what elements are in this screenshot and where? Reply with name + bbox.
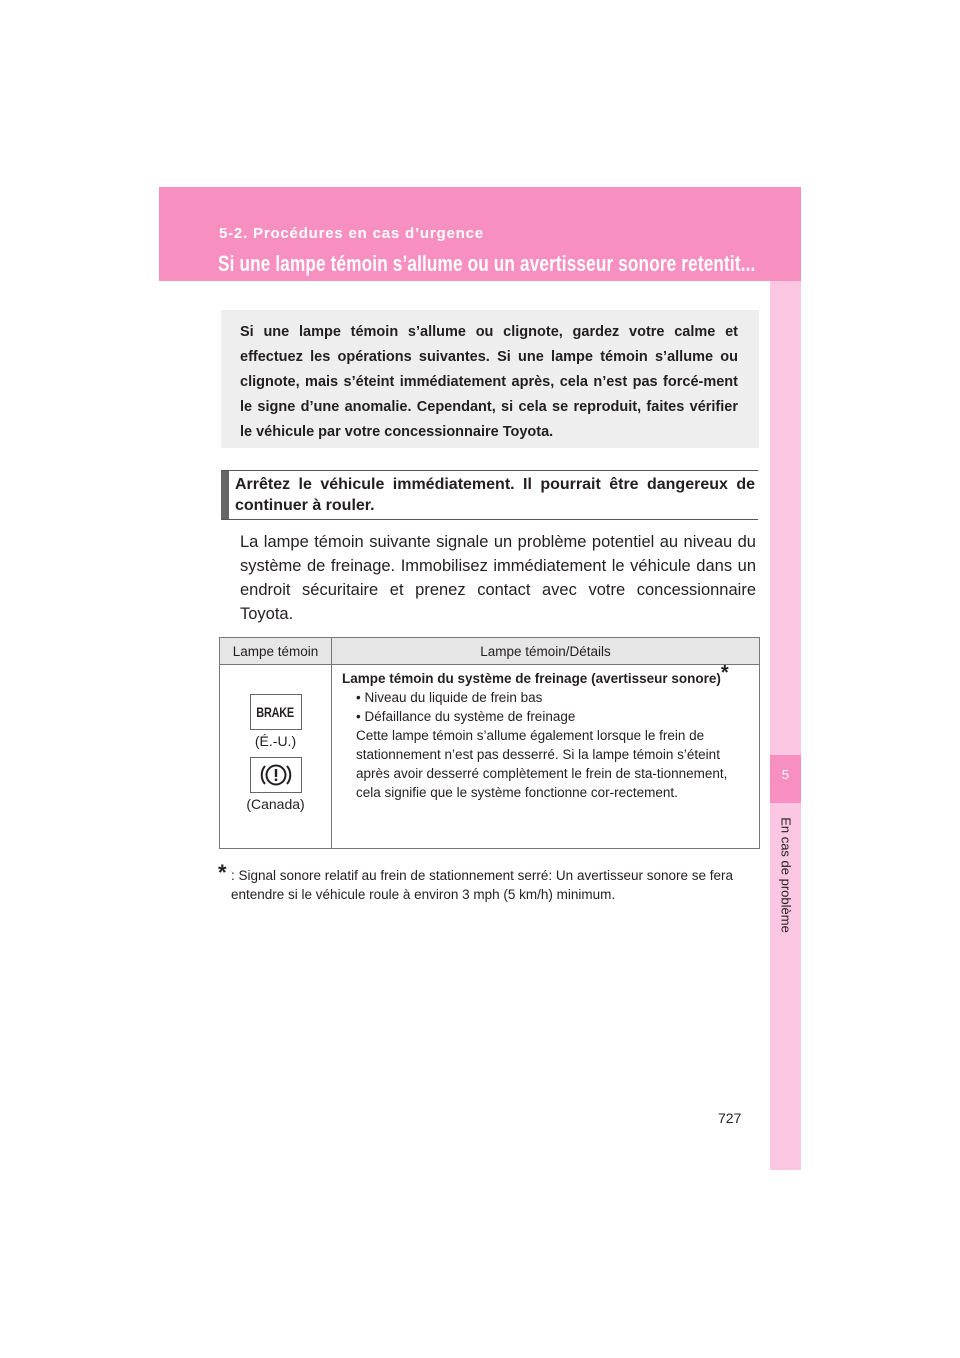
warning-lamp-table: [219, 637, 760, 849]
detail-bullet: • Défaillance du système de freinage: [356, 709, 576, 724]
table-row: [220, 665, 760, 849]
section-label: 5-2. Procédures en cas d’urgence: [219, 225, 484, 242]
chapter-side-strip: [770, 281, 801, 1170]
footnote-asterisk: *: [218, 860, 227, 885]
alert-box: [221, 470, 758, 520]
icon-cell: [220, 665, 332, 849]
circle-exclamation-icon: [250, 757, 302, 793]
region-label-canada: (Canada): [246, 796, 305, 812]
detail-title-text: Lampe témoin du système de freinage (avertisseur sonore): [342, 671, 721, 686]
alert-bar: [221, 471, 229, 519]
column-header-details: Lampe témoin/Détails: [332, 638, 760, 665]
body-paragraph: La lampe témoin suivante signale un problème potentiel au niveau du système de freinage. Immobilisez immédiatement le véhicule dans un endroit sécuritaire et prenez contact avec votre concessionnaire Toyota.: [240, 533, 756, 623]
asterisk-mark: *: [720, 662, 729, 684]
brake-warning-icon: [250, 694, 302, 730]
column-header-lamp: Lampe témoin: [220, 638, 332, 665]
detail-cell: [332, 662, 760, 849]
brake-icon-label: BRAKE: [256, 704, 295, 720]
chapter-number: 5: [781, 767, 790, 782]
page-title: Si une lampe témoin s’allume ou un avertisseur sonore retentit...: [218, 251, 756, 276]
alert-text: Arrêtez le véhicule immédiatement. Il pourrait être dangereux de continuer à rouler.: [235, 476, 755, 514]
table-header-row: [220, 638, 760, 665]
page-number: 727: [718, 1110, 742, 1126]
detail-description: Cette lampe témoin s’allume également lorsque le frein de stationnement n’est pas desserré. Si la lampe témoin s’éteint après avoir desserré complètement le frein de sta-tionnement, cela signifie que le système fonctionne cor-rectement.: [356, 728, 728, 800]
intro-box: [221, 310, 759, 448]
footnote-text: : Signal sonore relatif au frein de stationnement serré: Un avertisseur sonore se fera entendre si le véhicule roule à environ 3 mph (5 km/h) minimum.: [231, 868, 734, 902]
intro-text: Si une lampe témoin s’allume ou clignote, gardez votre calme et effectuez les opérations suivantes. Si une lampe témoin s’allume ou clignote, mais s’éteint immédiatement après, cela n’est pas forcé-ment le signe d’une anomalie. Cependant, si cela se reproduit, faites vérifier le véhicule par votre concessionnaire Toyota.: [240, 324, 738, 440]
region-label-us: (É.-U.): [254, 733, 297, 749]
detail-bullet: • Niveau du liquide de frein bas: [356, 690, 543, 705]
detail-title: [342, 662, 749, 688]
chapter-title: En cas de problème: [778, 817, 794, 933]
page-header: [159, 187, 801, 281]
